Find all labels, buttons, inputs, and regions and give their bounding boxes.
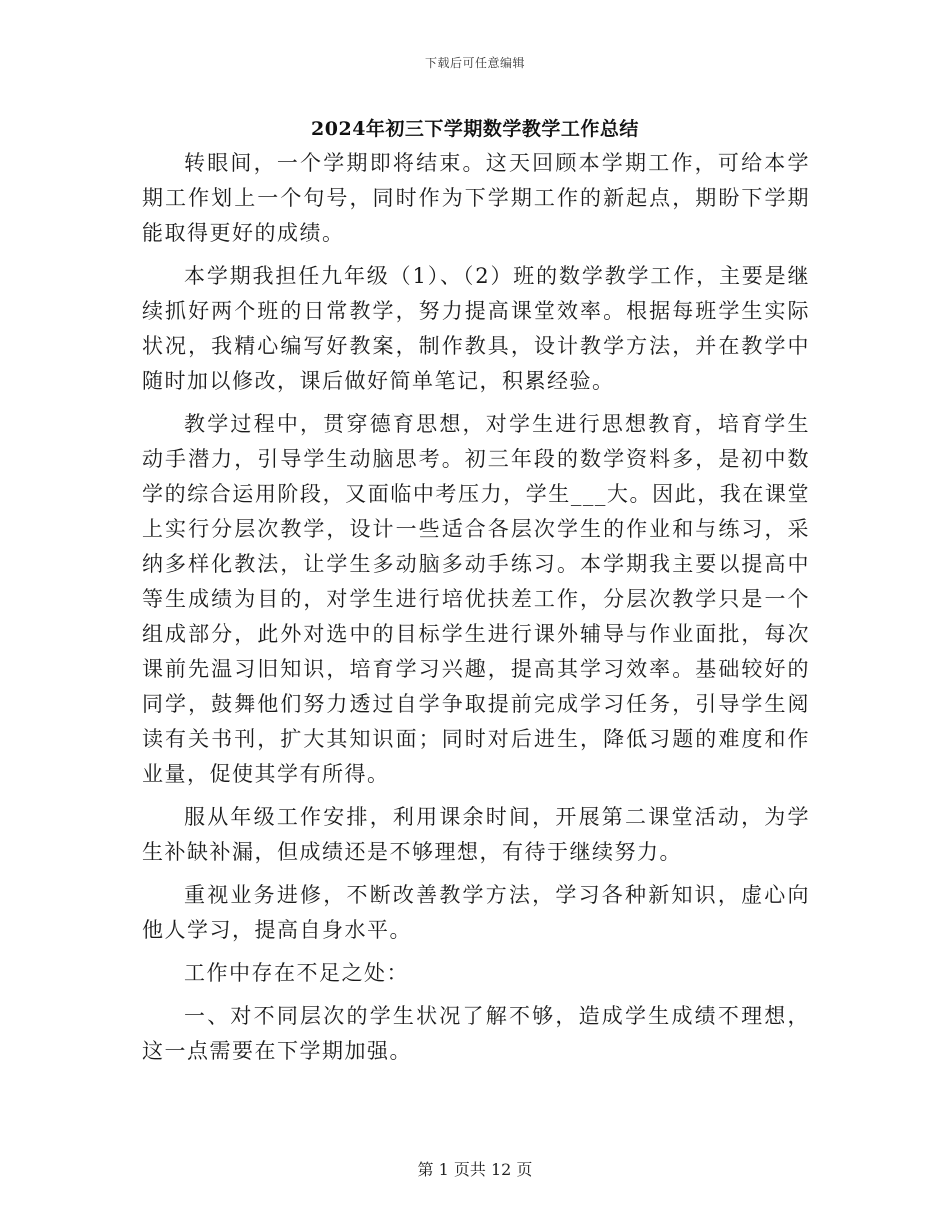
paragraph-extracurricular: 服从年级工作安排，利用课余时间，开展第二课堂活动，为学生补缺补漏，但成绩还是不够理想，有待于继续努力。: [142, 805, 810, 864]
page-number: 第 1 页共 12 页: [417, 1160, 533, 1179]
document-title: 2024年初三下学期数学教学工作总结: [311, 118, 639, 140]
paragraph-teaching-duties: 本学期我担任九年级（1）、（2）班的数学教学工作，主要是继续抓好两个班的日常教学，努力提高课堂效率。根据每班学生实际状况，我精心编写好教案，制作教具，设计教学方法，并在教学中随时加以修改，课后做好简单笔记，积累经验。: [142, 264, 810, 393]
paragraph-professional-development: 重视业务进修，不断改善教学方法，学习各种新知识，虚心向他人学习，提高自身水平。: [142, 883, 810, 942]
header-note: 下载后可任意编辑: [424, 56, 525, 70]
paragraph-shortcomings-heading: 工作中存在不足之处：: [184, 961, 409, 985]
paragraph-shortcoming-one: 一、对不同层次的学生状况了解不够，造成学生成绩不理想，这一点需要在下学期加强。: [142, 1004, 810, 1063]
paragraph-intro: 转眼间，一个学期即将结束。这天回顾本学期工作，可给本学期工作划上一个句号，同时作为下学期工作的新起点，期盼下学期能取得更好的成绩。: [142, 151, 810, 245]
document-body: [142, 146, 810, 1077]
paragraph-teaching-process: 教学过程中，贯穿德育思想，对学生进行思想教育，培育学生动手潜力，引导学生动脑思考。初三年段的数学资料多，是初中数学的综合运用阶段，又面临中考压力，学生___大。因此，我在课堂上实行分层次教学，设计一些适合各层次学生的作业和与练习，采纳多样化教法，让学生多动脑多动手练习。本学期我主要以提高中等生成绩为目的，对学生进行培优扶差工作，分层次教学只是一个组成部分，此外对选中的目标学生进行课外辅导与作业面批，每次课前先温习旧知识，培育学习兴趣，提高其学习效率。基础较好的同学，鼓舞他们努力透过自学争取提前完成学习任务，引导学生阅读有关书刊，扩大其知识面；同时对后进生，降低习题的难度和作业量，促使其学有所得。: [142, 412, 810, 786]
